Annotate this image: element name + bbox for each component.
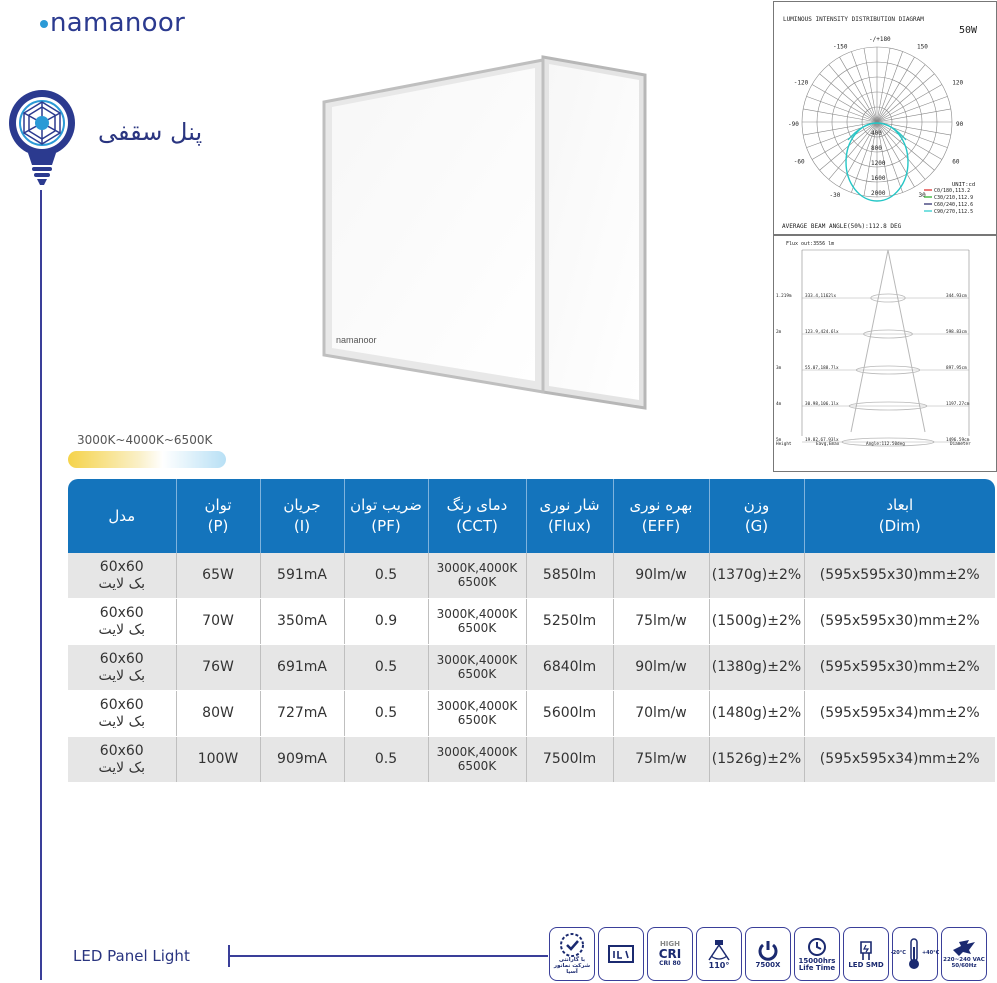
cell-weight: (1500g)±2% <box>709 599 804 645</box>
cell-current: 591mA <box>260 553 344 599</box>
cell-cct: 3000K,4000K 6500K <box>428 553 526 599</box>
cone-diameter: 897.95cm <box>946 366 967 371</box>
cri-icon: HIGH CRI CRI 80 <box>647 927 693 981</box>
cell-current: 909mA <box>260 737 344 783</box>
header-power: توان (P) <box>176 479 260 553</box>
polar-ring-label: 1600 <box>871 175 886 182</box>
diagram-unit: UNIT:cd <box>952 182 976 188</box>
cell-dimensions: (595x595x34)mm±2% <box>804 737 995 783</box>
cone-footer-label: Height <box>776 442 792 447</box>
polar-angle-label: -/+180 <box>869 36 891 43</box>
polar-angle-label: 30 <box>918 192 926 199</box>
cone-footer-label: Diameter <box>950 442 971 447</box>
product-image <box>318 55 658 410</box>
cell-efficiency: 90lm/w <box>613 645 709 691</box>
cell-pf: 0.5 <box>344 691 428 737</box>
cell-power: 76W <box>176 645 260 691</box>
cell-weight: (1380g)±2% <box>709 645 804 691</box>
cell-flux: 5250lm <box>526 599 613 645</box>
cone-footer-label: Angle:112.50deg <box>866 442 905 447</box>
polar-angle-label: -120 <box>793 79 809 87</box>
voltage-icon: 220~240 VAC 50/60Hz <box>941 927 987 981</box>
cell-power: 70W <box>176 599 260 645</box>
beam-angle-text: AVERAGE BEAM ANGLE(50%):112.8 DEG <box>782 223 902 230</box>
cell-power: 100W <box>176 737 260 783</box>
power-icon: 7500X <box>745 927 791 981</box>
cone-footer-label: Eavg,Emax <box>816 442 840 447</box>
polar-angle-label: -90 <box>788 121 799 128</box>
legend-entry: C30/210,112.9 <box>934 195 974 201</box>
legend-entry: C60/240,112.6 <box>934 202 974 208</box>
cell-model: 60x60 بک لایت <box>68 553 176 599</box>
cell-flux: 6840lm <box>526 645 613 691</box>
table-row <box>68 553 995 599</box>
table-row <box>68 599 995 645</box>
cell-cct: 3000K,4000K 6500K <box>428 737 526 783</box>
legend-entry: C90/270,112.5 <box>934 209 974 215</box>
table-row <box>68 737 995 783</box>
brand-logo <box>40 8 185 38</box>
cct-gradient-bar <box>68 451 226 468</box>
cell-flux: 7500lm <box>526 737 613 783</box>
cell-model: 60x60 بک لایت <box>68 599 176 645</box>
spec-table <box>68 479 995 783</box>
cell-power: 65W <box>176 553 260 599</box>
header-model: مدل <box>68 479 176 553</box>
illuminance-cone-diagram <box>773 235 997 472</box>
lightbulb-icon <box>6 85 78 195</box>
cone-height: 4m <box>776 402 782 407</box>
brand-name: namanoor <box>50 8 186 38</box>
polar-ring-label: 1200 <box>871 160 886 167</box>
cell-weight: (1526g)±2% <box>709 737 804 783</box>
cell-model: 60x60 بک لایت <box>68 691 176 737</box>
temperature-icon: -20°C +40°C <box>892 927 938 981</box>
brand-dot-icon <box>40 20 48 28</box>
cell-dimensions: (595x595x30)mm±2% <box>804 553 995 599</box>
header-efficiency: بهره نوری (EFF) <box>613 479 709 553</box>
cone-diameter: 598.83cm <box>946 330 967 335</box>
vertical-rule <box>40 190 42 980</box>
cell-weight: (1370g)±2% <box>709 553 804 599</box>
table-row <box>68 645 995 691</box>
cell-dimensions: (595x595x30)mm±2% <box>804 645 995 691</box>
cell-pf: 0.5 <box>344 737 428 783</box>
polar-angle-label: -150 <box>833 43 848 51</box>
cone-illuminance: 30.98,106.1lx <box>805 402 839 407</box>
table-header-row <box>68 479 995 553</box>
cell-cct: 3000K,4000K 6500K <box>428 691 526 737</box>
polar-distribution-diagram <box>773 1 997 235</box>
led-smd-icon: LED SMD <box>843 927 889 981</box>
polar-ring-label: 2000 <box>871 190 886 197</box>
diagram-title: LUMINOUS INTENSITY DISTRIBUTION DIAGRAM <box>783 16 924 23</box>
cell-efficiency: 90lm/w <box>613 553 709 599</box>
cone-diameter: 1496.59cm <box>946 438 970 443</box>
cell-efficiency: 70lm/w <box>613 691 709 737</box>
cell-cct: 3000K,4000K 6500K <box>428 645 526 691</box>
flux-out-text: Flux out:3556 lm <box>786 241 835 247</box>
cone-height: 1.219m <box>776 294 792 299</box>
cell-efficiency: 75lm/w <box>613 599 709 645</box>
polar-ring-label: 800 <box>871 145 882 152</box>
cell-pf: 0.9 <box>344 599 428 645</box>
footer-rule <box>228 955 548 957</box>
warranty-text: با گارانتی شرکت نمانور آسیا <box>553 957 591 975</box>
cct-range-label: 3000K~4000K~6500K <box>77 433 213 447</box>
cell-pf: 0.5 <box>344 553 428 599</box>
polar-angle-label: 90 <box>956 121 964 128</box>
cell-pf: 0.5 <box>344 645 428 691</box>
cone-height: 3m <box>776 366 782 371</box>
legend-entry: C0/180,113.2 <box>934 188 971 194</box>
footer-label: LED Panel Light <box>73 947 190 965</box>
cell-efficiency: 75lm/w <box>613 737 709 783</box>
cone-illuminance: 19.82,67.93lx <box>805 438 839 443</box>
cone-height: 2m <box>776 330 782 335</box>
cell-model: 60x60 بک لایت <box>68 737 176 783</box>
cell-flux: 5850lm <box>526 553 613 599</box>
cell-current: 727mA <box>260 691 344 737</box>
header-power-factor: ضریب توان (PF) <box>344 479 428 553</box>
cell-flux: 5600lm <box>526 691 613 737</box>
cone-illuminance: 55.07,188.7lx <box>805 366 839 371</box>
cone-illuminance: 333.4,1162lx <box>805 294 837 299</box>
header-cct: دمای رنگ (CCT) <box>428 479 526 553</box>
polar-angle-label: 150 <box>917 43 928 51</box>
cone-diameter: 1197.27cm <box>946 402 970 407</box>
polar-angle-label: 120 <box>952 79 964 87</box>
table-row <box>68 691 995 737</box>
cell-weight: (1480g)±2% <box>709 691 804 737</box>
lifetime-icon: 15000hrs Life Time <box>794 927 840 981</box>
cell-power: 80W <box>176 691 260 737</box>
header-current: جریان (I) <box>260 479 344 553</box>
cone-diameter: 344.93cm <box>946 294 967 299</box>
warranty-badge-icon <box>549 927 595 981</box>
product-title: پنل سقفی <box>98 118 203 146</box>
cell-dimensions: (595x595x30)mm±2% <box>804 599 995 645</box>
diagram-power: 50W <box>959 25 978 36</box>
cell-dimensions: (595x595x34)mm±2% <box>804 691 995 737</box>
header-flux: شار نوری (Flux) <box>526 479 613 553</box>
polar-angle-label: -60 <box>793 158 805 166</box>
panel-logo: namanoor <box>336 335 377 345</box>
cell-cct: 3000K,4000K 6500K <box>428 599 526 645</box>
cell-current: 691mA <box>260 645 344 691</box>
cone-illuminance: 123.9,424.6lx <box>805 330 839 335</box>
polar-ring-label: 400 <box>871 130 882 137</box>
iran-made-icon <box>598 927 644 981</box>
cone-height: 5m <box>776 438 782 443</box>
cell-current: 350mA <box>260 599 344 645</box>
cell-model: 60x60 بک لایت <box>68 645 176 691</box>
feature-badges <box>549 927 987 981</box>
polar-angle-label: -30 <box>829 192 841 199</box>
header-dimensions: ابعاد (Dim) <box>804 479 995 553</box>
beam-angle-icon: 110° <box>696 927 742 981</box>
header-weight: وزن (G) <box>709 479 804 553</box>
polar-angle-label: 60 <box>952 158 960 166</box>
